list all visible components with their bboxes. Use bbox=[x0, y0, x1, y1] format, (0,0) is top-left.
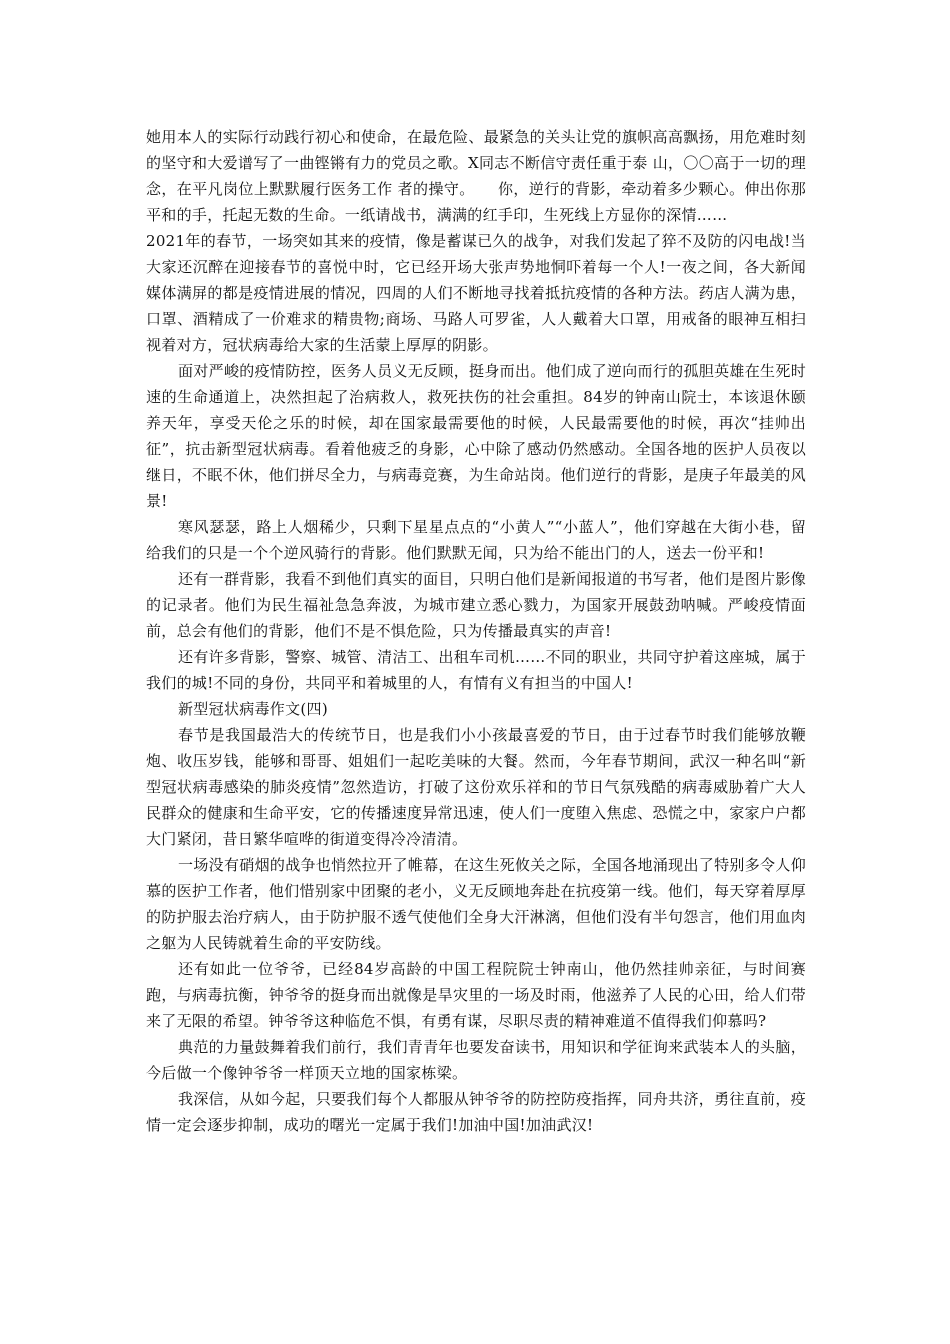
section-heading: 新型冠状病毒作文(四) bbox=[178, 700, 329, 718]
paragraph-conclusion: 我深信，从如今起，只要我们每个人都服从钟爷爷的防控防疫指挥，同舟共济，勇往直前，疫情一定会逐步抑制，成功的曙光一定属于我们!加油中国!加油武汉! bbox=[146, 1090, 806, 1134]
paragraph-zhong-nanshan: 还有如此一位爷爷，已经84岁高龄的中国工程院院士钟南山，他仍然挂帅亲征，与时间赛跑，与病毒抗衡，钟爷爷的挺身而出就像是旱灾里的一场及时雨，他滋养了人民的心田，给人们带来了无限的希望。钟爷爷这种临危不惧，有勇有谋，尽职尽责的精神难道不值得我们仰慕吗? bbox=[146, 960, 806, 1030]
paragraph-spring-festival-2021: 2021年的春节，一场突如其来的疫情，像是蓄谋已久的战争，对我们发起了猝不及防的闪电战!当大家还沉醉在迎接春节的喜悦中时，它已经开场大张声势地恫吓着每一个人!一夜之间，各大新闻媒体满屏的都是疫情进展的情况，四周的人们不断地寻找着抵抗疫情的各种方法。药店人满为患，口罩、酒精成了一价难求的精贵物;商场、马路人可罗雀，人人戴着大口罩，用戒备的眼神互相扫视着对方，冠状病毒给大家的生活蒙上厚厚的阴影。 bbox=[146, 232, 806, 354]
paragraph-role-model: 典范的力量鼓舞着我们前行，我们青青年也要发奋读书，用知识和学征询来武装本人的头脑，今后做一个像钟爷爷一样顶天立地的国家栋梁。 bbox=[146, 1038, 806, 1082]
paragraph-intro: 她用本人的实际行动践行初心和使命，在最危险、最紧急的关头让党的旗帜高高飘扬，用危难时刻的坚守和大爱谱写了一曲铿锵有力的党员之歌。X同志不断信守责任重于泰 山，〇〇高于一切的理念，在平凡岗位上默默履行医务工作 者的操守。 你，逆行的背影，牵动着多少颗心。伸出你那平和的手，托起无数的生命。一纸请战书，满满的红手印，生死线上方显你的深情…… bbox=[146, 128, 806, 224]
paragraph-medical-workers: 面对严峻的疫情防控，医务人员义无反顾，挺身而出。他们成了逆向而行的孤胆英雄在生死时速的生命通道上，决然担起了治病救人，救死扶伤的社会重担。84岁的钟南山院士，本该退休颐养天年，享受天伦之乐的时候，却在国家最需要他的时候，人民最需要他的时候，再次“挂帅出征”，抗击新型冠状病毒。看着他疲乏的身影，心中除了感动仍然感动。全国各地的医护人员夜以继日，不眠不休，他们拼尽全力，与病毒竞赛，为生命站岗。他们逆行的背影，是庚子年最美的风景! bbox=[146, 362, 806, 510]
paragraph-war-without-smoke: 一场没有硝烟的战争也悄然拉开了帷幕，在这生死攸关之际，全国各地涌现出了特别多令人仰慕的医护工作者，他们惜别家中团聚的老小，义无反顾地奔赴在抗疫第一线。他们，每天穿着厚厚的防护服去治疗病人，由于防护服不透气使他们全身大汗淋漓，但他们没有半句怨言，他们用血肉之躯为人民铸就着生命的平安防线。 bbox=[146, 856, 806, 952]
document-body bbox=[146, 124, 806, 1138]
paragraph-spring-festival-outbreak: 春节是我国最浩大的传统节日，也是我们小小孩最喜爱的节日，由于过春节时我们能够放鞭炮、收压岁钱，能够和哥哥、姐姐们一起吃美味的大餐。然而，今年春节期间，武汉一种名叫“新型冠状病毒感染的肺炎疫情”忽然造访，打破了这份欢乐祥和的节日气氛残酷的病毒威胁着广大人民群众的健康和生命平安，它的传播速度异常迅速，使人们一度堕入焦虑、恐慌之中，家家户户都大门紧闭，昔日繁华喧哗的街道变得冷冷清清。 bbox=[146, 726, 806, 848]
paragraph-journalists: 还有一群背影，我看不到他们真实的面目，只明白他们是新闻报道的书写者，他们是图片影像的记录者。他们为民生福祉急急奔波，为城市建立悉心戮力，为国家开展鼓劲呐喊。严峻疫情面前，总会有他们的背影，他们不是不惧危险，只为传播最真实的声音! bbox=[146, 570, 806, 640]
paragraph-other-workers: 还有许多背影，警察、城管、清洁工、出租车司机……不同的职业，共同守护着这座城，属于我们的城!不同的身份，共同平和着城里的人，有情有义有担当的中国人! bbox=[146, 648, 806, 692]
paragraph-delivery-riders: 寒风瑟瑟，路上人烟稀少，只剩下星星点点的“小黄人”“小蓝人”，他们穿越在大街小巷，留给我们的只是一个个逆风骑行的背影。他们默默无闻，只为给不能出门的人，送去一份平和! bbox=[146, 518, 806, 562]
